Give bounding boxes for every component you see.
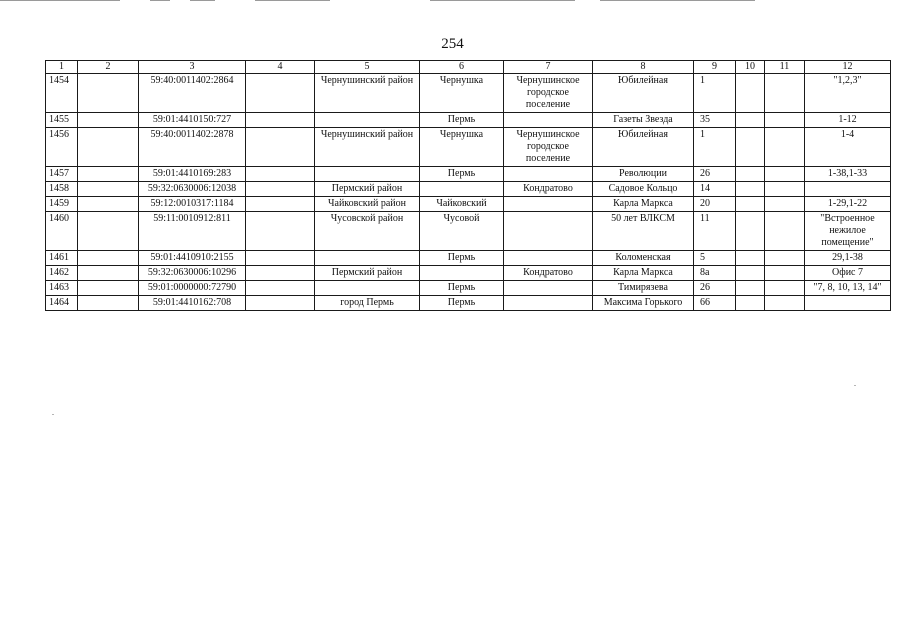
table-row — [46, 128, 891, 167]
cell-settlement: Пермь — [420, 296, 504, 311]
cell-municipality — [504, 167, 593, 182]
cell-premises: "7, 8, 10, 13, 14" — [805, 281, 891, 296]
cell-col-4 — [246, 167, 315, 182]
registry-table — [45, 60, 891, 311]
column-header-1: 1 — [46, 61, 78, 74]
cell-premises: 1-38,1-33 — [805, 167, 891, 182]
cell-col-10 — [736, 74, 765, 113]
cell-settlement: Чернушка — [420, 128, 504, 167]
table-row — [46, 266, 891, 281]
table-row — [46, 113, 891, 128]
cell-district — [315, 251, 420, 266]
cell-municipality: Чернушинское городское поселение — [504, 74, 593, 113]
scan-artifact-line — [0, 0, 120, 1]
cell-record-number: 1463 — [46, 281, 78, 296]
table-body — [46, 74, 891, 311]
cell-district — [315, 167, 420, 182]
table-row — [46, 281, 891, 296]
cell-house-number: 14 — [694, 182, 736, 197]
cell-cadastral-number: 59:40:0011402:2864 — [139, 74, 246, 113]
cell-col-4 — [246, 212, 315, 251]
cell-municipality: Кондратово — [504, 182, 593, 197]
cell-col-2 — [78, 128, 139, 167]
column-header-11: 11 — [765, 61, 805, 74]
cell-cadastral-number: 59:01:4410169:283 — [139, 167, 246, 182]
cell-settlement: Пермь — [420, 113, 504, 128]
cell-premises — [805, 182, 891, 197]
cell-cadastral-number: 59:01:4410150:727 — [139, 113, 246, 128]
cell-col-4 — [246, 296, 315, 311]
cell-col-2 — [78, 212, 139, 251]
cell-street: Карла Маркса — [593, 197, 694, 212]
column-header-3: 3 — [139, 61, 246, 74]
cell-col-11 — [765, 182, 805, 197]
cell-col-10 — [736, 197, 765, 212]
column-header-8: 8 — [593, 61, 694, 74]
cell-district — [315, 113, 420, 128]
cell-district: Чайковский район — [315, 197, 420, 212]
cell-record-number: 1456 — [46, 128, 78, 167]
cell-street: Коломенская — [593, 251, 694, 266]
cell-col-2 — [78, 296, 139, 311]
cell-col-2 — [78, 113, 139, 128]
column-header-4: 4 — [246, 61, 315, 74]
cell-record-number: 1454 — [46, 74, 78, 113]
table-row — [46, 296, 891, 311]
cell-record-number: 1462 — [46, 266, 78, 281]
cell-col-10 — [736, 128, 765, 167]
cell-col-11 — [765, 167, 805, 182]
cell-col-10 — [736, 167, 765, 182]
cell-municipality — [504, 251, 593, 266]
table-row — [46, 74, 891, 113]
column-header-6: 6 — [420, 61, 504, 74]
cell-cadastral-number: 59:11:0010912:811 — [139, 212, 246, 251]
cell-record-number: 1458 — [46, 182, 78, 197]
cell-settlement: Чернушка — [420, 74, 504, 113]
cell-col-4 — [246, 266, 315, 281]
cell-street: Карла Маркса — [593, 266, 694, 281]
cell-district: город Пермь — [315, 296, 420, 311]
cell-house-number: 26 — [694, 167, 736, 182]
cell-cadastral-number: 59:32:0630006:10296 — [139, 266, 246, 281]
cell-district: Чернушинский район — [315, 128, 420, 167]
cell-record-number: 1455 — [46, 113, 78, 128]
scan-artifact-line — [255, 0, 330, 1]
cell-house-number: 66 — [694, 296, 736, 311]
cell-col-4 — [246, 113, 315, 128]
cell-col-4 — [246, 197, 315, 212]
cell-settlement — [420, 266, 504, 281]
table-row — [46, 251, 891, 266]
cell-settlement: Пермь — [420, 167, 504, 182]
cell-col-2 — [78, 167, 139, 182]
cell-col-11 — [765, 74, 805, 113]
cell-house-number: 26 — [694, 281, 736, 296]
cell-street: Юбилейная — [593, 74, 694, 113]
cell-settlement: Пермь — [420, 281, 504, 296]
cell-cadastral-number: 59:32:0630006:12038 — [139, 182, 246, 197]
cell-col-11 — [765, 128, 805, 167]
cell-house-number: 1 — [694, 74, 736, 113]
cell-record-number: 1459 — [46, 197, 78, 212]
cell-cadastral-number: 59:01:0000000:72790 — [139, 281, 246, 296]
cell-col-11 — [765, 266, 805, 281]
table-row — [46, 182, 891, 197]
cell-col-4 — [246, 74, 315, 113]
cell-municipality — [504, 212, 593, 251]
cell-premises: 1-29,1-22 — [805, 197, 891, 212]
scan-artifact-line — [190, 0, 215, 1]
cell-municipality — [504, 197, 593, 212]
cell-premises: "Встроенное нежилое помещение" — [805, 212, 891, 251]
column-header-2: 2 — [78, 61, 139, 74]
cell-house-number: 8а — [694, 266, 736, 281]
cell-street: Газеты Звезда — [593, 113, 694, 128]
cell-col-10 — [736, 182, 765, 197]
page-number: 254 — [441, 36, 464, 52]
cell-settlement — [420, 182, 504, 197]
cell-municipality: Чернушинское городское поселение — [504, 128, 593, 167]
cell-settlement: Чайковский — [420, 197, 504, 212]
cell-col-10 — [736, 113, 765, 128]
cell-street: Революции — [593, 167, 694, 182]
table-row — [46, 167, 891, 182]
cell-col-10 — [736, 212, 765, 251]
cell-cadastral-number: 59:01:4410162:708 — [139, 296, 246, 311]
cell-municipality — [504, 281, 593, 296]
cell-record-number: 1460 — [46, 212, 78, 251]
cell-col-11 — [765, 212, 805, 251]
cell-street: Тимирязева — [593, 281, 694, 296]
scan-artifact-line — [430, 0, 575, 1]
cell-col-4 — [246, 251, 315, 266]
cell-municipality: Кондратово — [504, 266, 593, 281]
cell-premises — [805, 296, 891, 311]
cell-col-11 — [765, 296, 805, 311]
table-row — [46, 197, 891, 212]
column-header-5: 5 — [315, 61, 420, 74]
cell-street: Максима Горького — [593, 296, 694, 311]
scan-speck — [52, 414, 54, 415]
scan-speck — [854, 385, 856, 386]
cell-district: Пермский район — [315, 182, 420, 197]
cell-col-11 — [765, 113, 805, 128]
cell-cadastral-number: 59:01:4410910:2155 — [139, 251, 246, 266]
cell-house-number: 20 — [694, 197, 736, 212]
cell-col-4 — [246, 182, 315, 197]
cell-house-number: 5 — [694, 251, 736, 266]
cell-col-4 — [246, 128, 315, 167]
cell-cadastral-number: 59:40:0011402:2878 — [139, 128, 246, 167]
cell-premises: 29,1-38 — [805, 251, 891, 266]
cell-col-2 — [78, 182, 139, 197]
cell-col-4 — [246, 281, 315, 296]
cell-settlement: Пермь — [420, 251, 504, 266]
column-header-10: 10 — [736, 61, 765, 74]
cell-record-number: 1461 — [46, 251, 78, 266]
cell-col-10 — [736, 296, 765, 311]
cell-house-number: 11 — [694, 212, 736, 251]
cell-col-11 — [765, 197, 805, 212]
cell-col-2 — [78, 74, 139, 113]
column-header-7: 7 — [504, 61, 593, 74]
cell-record-number: 1464 — [46, 296, 78, 311]
cell-col-10 — [736, 251, 765, 266]
cell-cadastral-number: 59:12:0010317:1184 — [139, 197, 246, 212]
column-header-12: 12 — [805, 61, 891, 74]
cell-municipality — [504, 113, 593, 128]
cell-street: 50 лет ВЛКСМ — [593, 212, 694, 251]
cell-district — [315, 281, 420, 296]
cell-record-number: 1457 — [46, 167, 78, 182]
cell-house-number: 1 — [694, 128, 736, 167]
cell-house-number: 35 — [694, 113, 736, 128]
cell-col-2 — [78, 251, 139, 266]
cell-premises: Офис 7 — [805, 266, 891, 281]
table-row — [46, 212, 891, 251]
cell-col-2 — [78, 266, 139, 281]
table-header-row — [46, 61, 891, 74]
cell-municipality — [504, 296, 593, 311]
cell-district: Чернушинский район — [315, 74, 420, 113]
cell-col-2 — [78, 197, 139, 212]
cell-street: Садовое Кольцо — [593, 182, 694, 197]
cell-district: Пермский район — [315, 266, 420, 281]
cell-col-10 — [736, 281, 765, 296]
scan-artifact-line — [600, 0, 755, 1]
cell-street: Юбилейная — [593, 128, 694, 167]
cell-col-11 — [765, 281, 805, 296]
scan-artifact-line — [150, 0, 170, 1]
cell-settlement: Чусовой — [420, 212, 504, 251]
cell-col-10 — [736, 266, 765, 281]
cell-premises: "1,2,3" — [805, 74, 891, 113]
cell-premises: 1-4 — [805, 128, 891, 167]
cell-district: Чусовской район — [315, 212, 420, 251]
cell-col-11 — [765, 251, 805, 266]
cell-col-2 — [78, 281, 139, 296]
cell-premises: 1-12 — [805, 113, 891, 128]
column-header-9: 9 — [694, 61, 736, 74]
